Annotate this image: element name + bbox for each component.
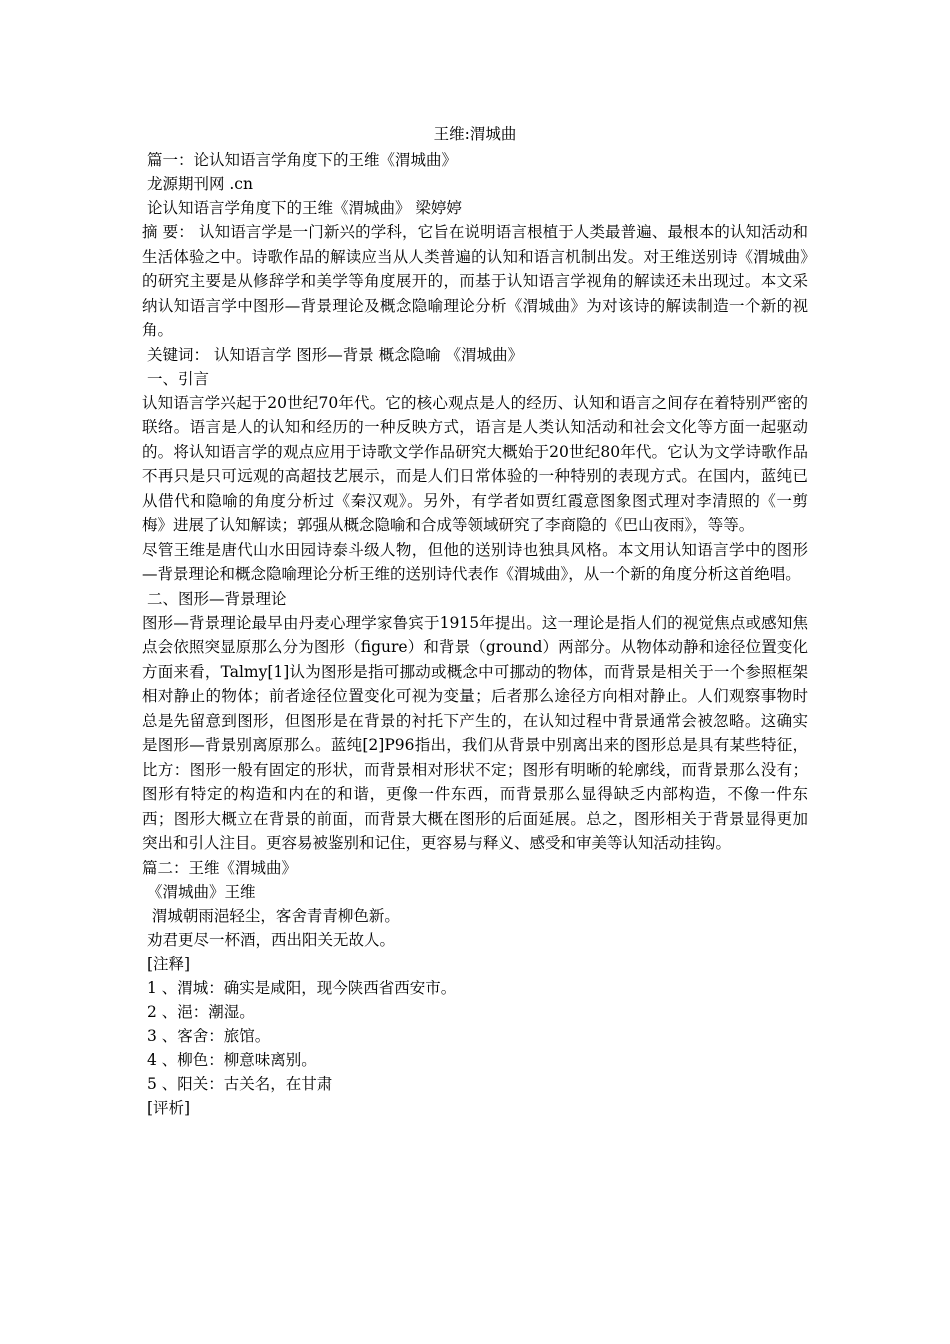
article-title-author: 论认知语言学角度下的王维《渭城曲》 梁婷婷 <box>142 199 462 217</box>
note-item-4: 4 、柳色：柳意味离别。 <box>142 1050 317 1069</box>
source-line: 龙源期刊网 .cn <box>142 175 253 193</box>
document-title: 王维:渭城曲 <box>433 125 517 143</box>
poem-line-2: 劝君更尽一杯酒，西出阳关无故人。 <box>142 930 395 949</box>
notes-heading: [注释] <box>142 954 191 973</box>
section-heading-part-one: 篇一：论认知语言学角度下的王维《渭城曲》 <box>142 151 457 169</box>
introduction-paragraph-2: 尽管王维是唐代山水田园诗泰斗级人物，但他的送别诗也独具风格。本文用认知语言学中的图形—背景理论和概念隐喻理论分析王维的送别诗代表作《渭城曲》，从一个新的角度分析这首绝唱。 <box>142 540 808 583</box>
note-item-3: 3 、客舍：旅馆。 <box>142 1026 271 1045</box>
abstract-paragraph: 摘 要： 认知语言学是一门新兴的学科，它旨在说明语言根植于人类最普遍、最根本的认知活动和生活体验之中。诗歌作品的解读应当从人类普遍的认知和语言机制出发。对王维送别诗《渭城曲》的研究主要是从修辞学和美学等角度展开的，而基于认知语言学视角的解读还未出现过。本文采纳认知语言学中图形—背景理论及概念隐喻理论分析《渭城曲》为对该诗的解读制造一个新的视角。 <box>142 223 808 339</box>
poem-title: 《渭城曲》王维 <box>142 882 256 901</box>
note-item-2: 2 、浥：潮湿。 <box>142 1002 255 1021</box>
keywords-line: 关键词： 认知语言学 图形—背景 概念隐喻 《渭城曲》 <box>142 345 524 364</box>
section-heading-part-two: 篇二：王维《渭城曲》 <box>142 858 298 877</box>
document-page <box>142 120 808 1120</box>
section-heading-introduction: 一、引言 <box>142 369 209 388</box>
note-item-5: 5 、阳关：古关名，在甘肃 <box>142 1074 333 1093</box>
section-heading-figure-ground: 二、图形—背景理论 <box>142 589 287 608</box>
commentary-heading: [评析] <box>142 1098 191 1117</box>
introduction-paragraph-1: 认知语言学兴起于20世纪70年代。它的核心观点是人的经历、认知和语言之间存在着特别严密的联络。语言是人的认知和经历的一种反映方式，语言是人类认知活动和社会文化等方面一起驱动的。将认知语言学的观点应用于诗歌文学作品研究大概始于20世纪80年代。它认为文学诗歌作品不再只是只可远观的高超技艺展示，而是人们日常体验的一种特别的表现方式。在国内，蓝纯已从借代和隐喻的角度分析过《秦汉观》。另外，有学者如贾红霞意图象图式理对李清照的《一剪梅》进展了认知解读；郭强从概念隐喻和合成等领域研究了李商隐的《巴山夜雨》，等等。 <box>142 393 808 534</box>
note-item-1: 1 、渭城：确实是咸阳，现今陕西省西安市。 <box>142 978 457 997</box>
poem-line-1: 渭城朝雨浥轻尘，客舍青青柳色新。 <box>142 906 400 925</box>
figure-ground-paragraph: 图形—背景理论最早由丹麦心理学家鲁宾于1915年提出。这一理论是指人们的视觉焦点或感知焦点会依照突显原那么分为图形（figure）和背景（ground）两部分。从物体动静和途径位置变化方面来看，Talmy[1]认为图形是指可挪动或概念中可挪动的物体，而背景是相关于一个参照框架相对静止的物体；前者途径位置变化可视为变量；后者那么途径方向相对静止。人们观察事物时总是先留意到图形，但图形是在背景的衬托下产生的，在认知过程中背景通常会被忽略。这确实是图形—背景别离原那么。蓝纯[2]P96指出，我们从背景中别离出来的图形总是具有某些特征，比方：图形一般有固定的形状，而背景相对形状不定；图形有明晰的轮廓线，而背景那么没有；图形有特定的构造和内在的和谐，更像一件东西，而背景那么显得缺乏内部构造，不像一件东西；图形大概立在背景的前面，而背景大概在图形的后面延展。总之，图形相关于背景显得更加突出和引人注目。更容易被鉴别和记住，更容易与释义、感受和审美等认知活动挂钩。 <box>142 613 808 852</box>
